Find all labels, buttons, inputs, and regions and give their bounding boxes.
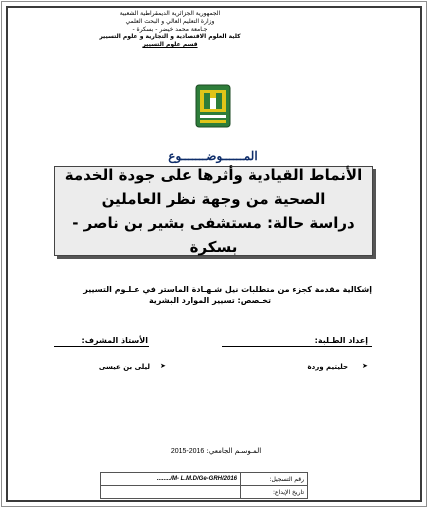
registration-row (101, 473, 308, 486)
deposit-date (101, 486, 241, 499)
memoir-specialty: تخـصص: تسيير الموارد البشرية (148, 296, 272, 305)
student-label: إعداد الطـلبة: (314, 336, 368, 345)
supervisor-name: ليلى بن عيسى (98, 363, 150, 371)
thesis-title-line-2: دراسة حالة: مستشفى بشير بن ناصر - بسكرة (72, 214, 355, 256)
university-line: جـامعة محمد خيضر - بسكرة - (132, 25, 208, 33)
supervisor-bullet: ➤ (160, 362, 166, 370)
thesis-title-line-1: الأنماط القيادية وأثرها على جودة الخدمة الصحية من وجهة نظر العاملين (64, 166, 363, 208)
thesis-title-box (54, 166, 373, 256)
memoir-description: إشكالية مقدمة كجزء من متطلبات نيل شـهـادة الماستر في عـلـوم التسيير (83, 285, 372, 294)
ministry-line: وزارة التعليم العالي و البحث العلمي (125, 17, 215, 25)
department-line: قسم علوم التسيير (142, 41, 198, 49)
supervisor-underline (54, 346, 149, 347)
student-bullet: ➤ (362, 362, 368, 370)
institution-header (60, 10, 280, 49)
supervisor-label: الأستاذ المشرف: (81, 336, 148, 345)
student-underline (222, 346, 372, 347)
registration-table (100, 472, 308, 499)
academic-year (150, 447, 282, 455)
subject-heading: المــــــوضـــــــوع (168, 149, 258, 163)
registration-number: ......../M- L.M.D/Ge-GRH/2016 (101, 473, 241, 486)
registration-label: رقم التسجيل: (241, 473, 308, 486)
academic-year-label: المـوسـم الجامعي: (206, 447, 262, 455)
deposit-label: تاريخ الإيداع: (241, 486, 308, 499)
student-name: حليتيم وردة (307, 363, 348, 371)
faculty-line: كلية العلوم الاقتصادية و التجارية و علوم التسيير (99, 33, 241, 41)
academic-year-value: 2016-2015 (170, 448, 205, 455)
republic-line: الجمهورية الجزائرية الديمقراطية الشعبية (119, 10, 221, 17)
university-logo (195, 84, 231, 128)
deposit-row (101, 486, 308, 499)
